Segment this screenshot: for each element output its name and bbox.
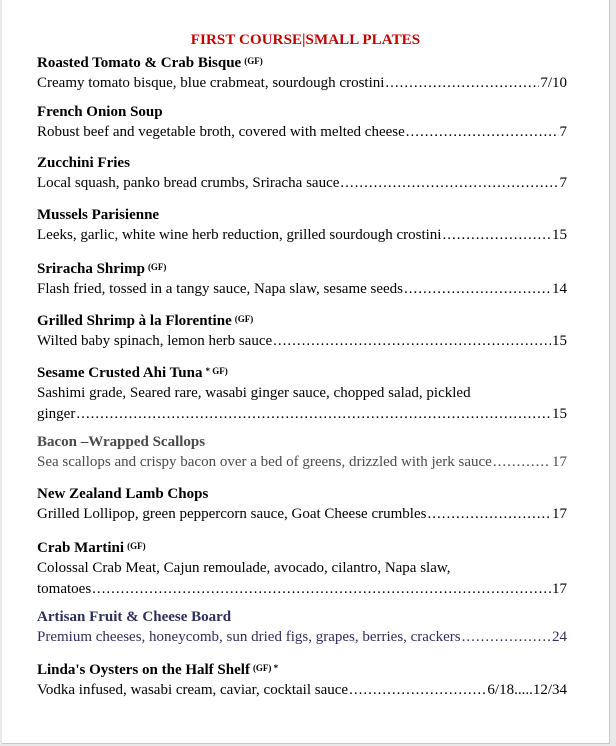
item-description: Flash fried, tossed in a tangy sauce, Napa slaw, sesame seeds — [37, 281, 404, 297]
item-description: Colossal Crab Meat, Cajun remoulade, avocado, cilantro, Napa slaw, — [37, 560, 451, 576]
item-name: Roasted Tomato & Crab Bisque — [37, 55, 242, 71]
menu-item — [37, 536, 567, 600]
menu-item — [37, 361, 567, 425]
item-description: Sea scallops and crispy bacon over a bed of greens, drizzled with jerk sauce — [37, 454, 492, 470]
item-description: Sashimi grade, Seared rare, wasabi ginger sauce, chopped salad, pickled — [37, 385, 471, 401]
dot-leader — [404, 279, 551, 300]
item-description: Grilled Lollipop, green peppercorn sauce, Goat Cheese crumbles — [37, 506, 427, 522]
dot-leader — [406, 122, 559, 143]
item-description: Premium cheeses, honeycomb, sun dried figs, grapes, berries, crackers — [37, 629, 461, 645]
gf-tag: (GF) — [147, 262, 167, 272]
item-description: Wilted baby spinach, lemon herb sauce — [37, 333, 273, 349]
menu-page — [2, 0, 610, 744]
item-description: Local squash, panko bread crumbs, Sriracha sauce — [37, 175, 340, 191]
item-name: French Onion Soup — [37, 104, 163, 120]
item-description: Vodka infused, wasabi cream, caviar, cocktail sauce — [37, 682, 349, 698]
item-name: Sesame Crusted Ahi Tuna — [37, 365, 203, 381]
menu-item — [37, 309, 567, 352]
item-name: Linda's Oysters on the Half Shelf — [37, 662, 250, 678]
item-description: Robust beef and vegetable broth, covered with melted cheese — [37, 124, 405, 140]
item-price: 15 — [552, 406, 567, 422]
item-price: 14 — [552, 281, 567, 297]
menu-item — [37, 102, 567, 143]
dot-leader — [76, 404, 551, 425]
item-name: New Zealand Lamb Chops — [37, 486, 209, 502]
item-description-cont: tomatoes — [37, 581, 92, 597]
item-price: 17 — [552, 454, 567, 470]
item-price: 7/10 — [540, 75, 567, 91]
item-price: 7 — [559, 124, 567, 140]
item-price: 17 — [552, 506, 567, 522]
menu-item — [37, 484, 567, 525]
menu-item — [37, 205, 567, 246]
dot-leader — [385, 73, 539, 94]
menu-item — [37, 658, 567, 701]
dot-leader — [462, 627, 551, 648]
dot-leader — [340, 173, 558, 194]
gf-tag: (GF) — [234, 314, 254, 324]
item-name: Bacon –Wrapped Scallops — [37, 434, 206, 450]
item-price: 24 — [552, 629, 567, 645]
section-heading: FIRST COURSE|SMALL PLATES — [190, 32, 421, 48]
item-name: Crab Martini — [37, 540, 125, 556]
gf-tag: * GF) — [205, 366, 228, 376]
dot-leader — [427, 504, 551, 525]
item-name: Zucchini Fries — [37, 155, 130, 171]
item-name: Sriracha Shrimp — [37, 261, 145, 277]
dot-leader — [273, 331, 551, 352]
item-description: Creamy tomato bisque, blue crabmeat, sourdough crostini — [37, 75, 385, 91]
dot-leader — [493, 452, 551, 473]
menu-item — [37, 607, 567, 648]
item-description-cont: ginger — [37, 406, 76, 422]
item-price: 15 — [552, 333, 567, 349]
menu-item — [37, 432, 567, 473]
gf-tag: (GF) — [127, 541, 146, 551]
item-name: Mussels Parisienne — [37, 207, 160, 223]
menu-item — [37, 51, 567, 94]
item-price: 7 — [559, 175, 567, 191]
gf-tag: (GF) — [244, 56, 263, 66]
item-price: 15 — [552, 227, 567, 243]
menu-item — [37, 257, 567, 300]
menu-item — [37, 153, 567, 194]
item-name: Artisan Fruit & Cheese Board — [37, 609, 232, 625]
dot-leader — [92, 579, 551, 600]
item-price: 17 — [552, 581, 567, 597]
dot-leader — [349, 680, 486, 701]
item-name: Grilled Shrimp à la Florentine — [37, 313, 232, 329]
gf-tag: (GF) * — [252, 663, 279, 673]
item-price: 6/18.....12/34 — [487, 682, 567, 698]
item-description: Leeks, garlic, white wine herb reduction, grilled sourdough crostini — [37, 227, 442, 243]
dot-leader — [442, 225, 551, 246]
